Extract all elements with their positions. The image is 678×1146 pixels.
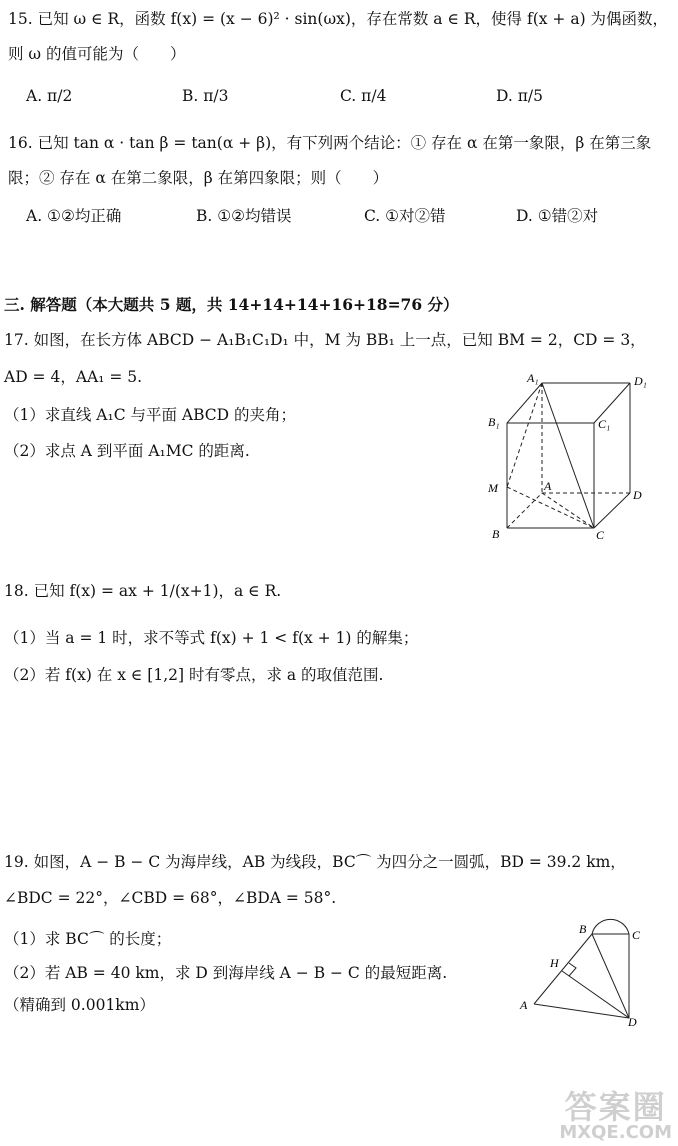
q19-part1: （1）求 BC⌒ 的长度； [4, 930, 172, 948]
q17-part2: （2）求点 A 到平面 A₁MC 的距离. [4, 442, 250, 460]
label-d: D [633, 488, 642, 502]
q15-option-d: D. π/5 [496, 87, 543, 105]
label-b-19: B [579, 922, 587, 936]
label-c-19: C [632, 928, 641, 942]
q16-option-a: A. ①②均正确 [26, 207, 122, 225]
q15-option-c: C. π/4 [340, 87, 387, 105]
q19-coastline-figure [512, 918, 662, 1030]
watermark-logo-text: 答案圈 [564, 1088, 667, 1126]
q16-option-b: B. ①②均错误 [196, 207, 292, 225]
q16-stem-line1: 16. 已知 tan α · tan β = tan(α + β)，有下列两个结论：① 存在 α 在第一象限，β 在第三象 [8, 134, 652, 152]
q15-option-a: A. π/2 [26, 87, 73, 105]
q17-cuboid-figure [482, 368, 652, 546]
label-a: A [544, 479, 552, 493]
q19-note: （精确到 0.001km） [4, 996, 155, 1014]
label-d1: D₁ [634, 374, 647, 388]
watermark-url: MXQE.COM [559, 1122, 672, 1143]
label-d-19: D [628, 1015, 637, 1029]
label-b: B [492, 527, 500, 541]
q19-part2: （2）若 AB = 40 km，求 D 到海岸线 A − B − C 的最短距离. [4, 964, 448, 982]
q19-stem-line2: ∠BDC = 22°，∠CBD = 68°，∠BDA = 58°. [4, 889, 337, 907]
watermark [559, 1090, 672, 1142]
q18-stem: 18. 已知 f(x) = ax + 1/(x+1)，a ∈ R. [4, 582, 282, 600]
q15-stem-line1: 15. 已知 ω ∈ R，函数 f(x) = (x − 6)² · sin(ωx)，存在常数 a ∈ R，使得 f(x + a) 为偶函数， [8, 10, 669, 28]
label-h: H [550, 956, 559, 970]
q15-stem-line2: 则 ω 的值可能为（ ） [8, 45, 186, 63]
section-heading: 三. 解答题（本大题共 5 题，共 14+14+14+16+18=76 分） [4, 295, 459, 314]
label-c1: C₁ [598, 417, 611, 431]
label-b1: B₁ [488, 415, 500, 429]
label-a-19: A [520, 998, 528, 1012]
q15-option-b: B. π/3 [182, 87, 229, 105]
q19-stem-line1: 19. 如图，A − B − C 为海岸线，AB 为线段，BC⌒ 为四分之一圆弧，BD = 39.2 km， [4, 853, 626, 871]
q17-stem-line1: 17. 如图，在长方体 ABCD − A₁B₁C₁D₁ 中，M 为 BB₁ 上一点，已知 BM = 2，CD = 3， [4, 331, 646, 349]
label-a1: A₁ [527, 371, 539, 385]
q16-option-d: D. ①错②对 [516, 207, 599, 225]
label-m: M [488, 481, 498, 495]
q17-part1: （1）求直线 A₁C 与平面 ABCD 的夹角； [4, 406, 296, 424]
q16-option-c: C. ①对②错 [364, 207, 446, 225]
label-c: C [596, 528, 605, 542]
q18-part2: （2）若 f(x) 在 x ∈ [1,2] 时有零点，求 a 的取值范围. [4, 666, 384, 684]
q16-stem-line2: 限；② 存在 α 在第二象限，β 在第四象限；则（ ） [8, 169, 389, 187]
q17-stem-line2: AD = 4，AA₁ = 5. [4, 368, 143, 386]
q18-part1: （1）当 a = 1 时，求不等式 f(x) + 1 < f(x + 1) 的解集； [4, 629, 419, 647]
